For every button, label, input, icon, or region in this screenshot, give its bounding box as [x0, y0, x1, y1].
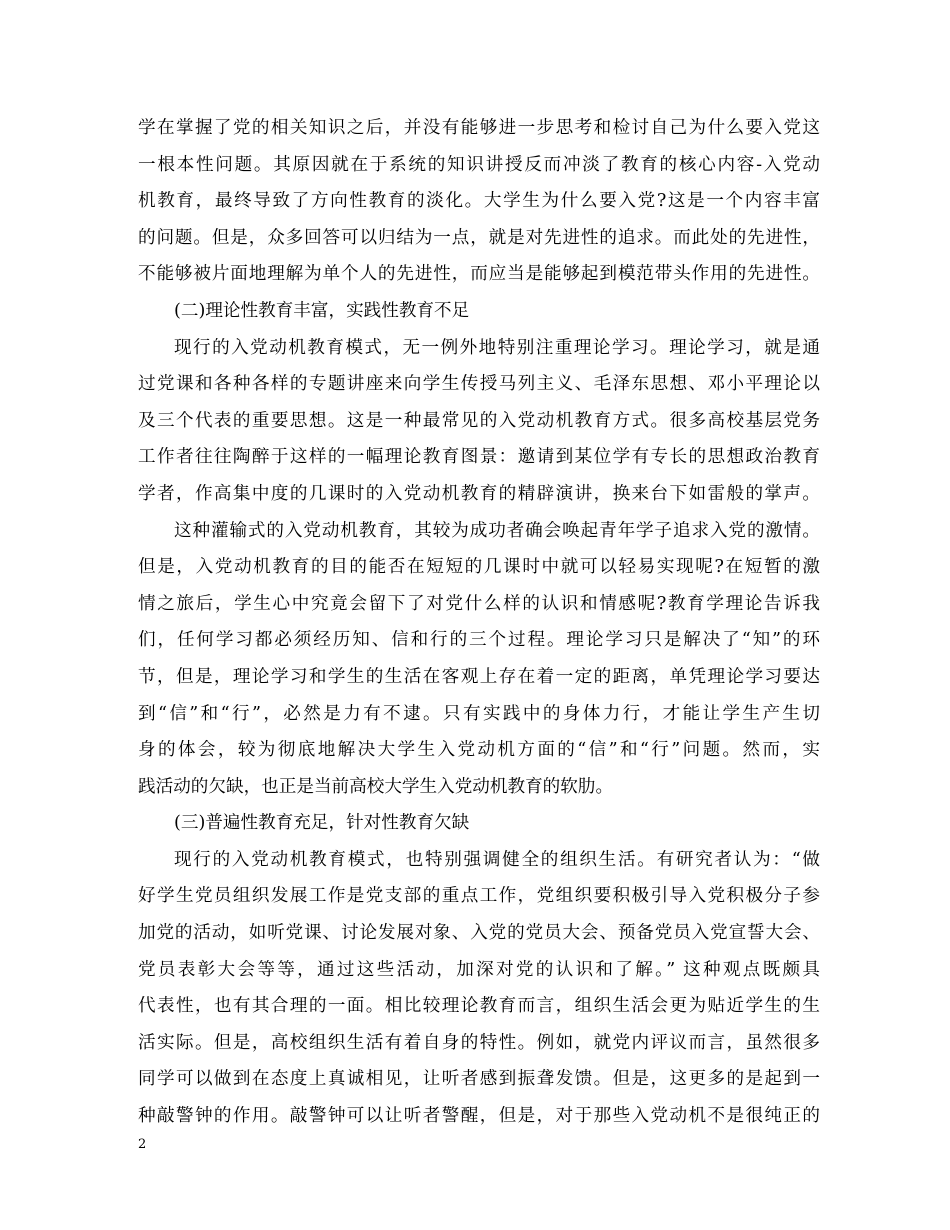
page-number: 2 — [138, 1137, 147, 1152]
text-line: 情之旅后，学生心中究竟会留下了对党什么样的认识和情感呢?教育学理论告诉我 — [138, 593, 820, 614]
text-line: 但是，入党动机教育的目的能否在短短的几课时中就可以轻易实现呢?在短暂的激 — [138, 557, 820, 578]
text-line: 活实际。但是，高校组织生活有着自身的特性。例如，就党内评议而言，虽然很多 — [138, 1032, 820, 1053]
text-line: 代表性，也有其合理的一面。相比较理论教育而言，组织生活会更为贴近学生的生 — [138, 996, 820, 1017]
text-line: 不能够被片面地理解为单个人的先进性，而应当是能够起到模范带头作用的先进性。 — [138, 264, 820, 285]
text-line: (三)普遍性教育充足，针对性教育欠缺 — [174, 813, 470, 834]
text-line: 现行的入党动机教育模式，无一例外地特别注重理论学习。理论学习，就是通 — [174, 337, 820, 358]
text-line: 的问题。但是，众多回答可以归结为一点，就是对先进性的追求。而此处的先进性， — [138, 227, 820, 248]
text-line: 践活动的欠缺，也正是当前高校大学生入党动机教育的软肋。 — [138, 776, 614, 797]
text-line: 工作者往往陶醉于这样的一幅理论教育图景：邀请到某位学有专长的思想政治教育 — [138, 447, 820, 468]
text-line: 党员表彰大会等等，通过这些活动，加深对党的认识和了解。” 这种观点既颇具 — [138, 959, 820, 980]
text-line: 种敲警钟的作用。敲警钟可以让听者警醒，但是，对于那些入党动机不是很纯正的 — [138, 1106, 820, 1127]
text-line: 过党课和各种各样的专题讲座来向学生传授马列主义、毛泽东思想、邓小平理论以 — [138, 374, 820, 395]
text-line: 同学可以做到在态度上真诚相见，让听者感到振聋发馈。但是，这更多的是起到一 — [138, 1069, 820, 1090]
text-line: 及三个代表的重要思想。这是一种最常见的入党动机教育方式。很多高校基层党务 — [138, 410, 820, 431]
text-line: 到“信”和“行”，必然是力有不逮。只有实践中的身体力行，才能让学生产生切 — [138, 703, 820, 724]
text-line: 这种灌输式的入党动机教育，其较为成功者确会唤起青年学子追求入党的激情。 — [174, 520, 820, 541]
text-line: 机教育，最终导致了方向性教育的淡化。大学生为什么要入党?这是一个内容丰富 — [138, 191, 820, 212]
text-line: 们，任何学习都必须经历知、信和行的三个过程。理论学习只是解决了“知”的环 — [138, 630, 820, 651]
text-line: 一根本性问题。其原因就在于系统的知识讲授反而冲淡了教育的核心内容-入党动 — [138, 154, 820, 175]
text-line: 加党的活动，如听党课、讨论发展对象、入党的党员大会、预备党员入党宣誓大会、 — [138, 923, 820, 944]
text-line: 节，但是，理论学习和学生的生活在客观上存在着一定的距离，单凭理论学习要达 — [138, 666, 820, 687]
text-line: 身的体会，较为彻底地解决大学生入党动机方面的“信”和“行”问题。然而，实 — [138, 740, 820, 761]
text-line: 学在掌握了党的相关知识之后，并没有能够进一步思考和检讨自己为什么要入党这 — [138, 118, 820, 138]
text-line: 好学生党员组织发展工作是党支部的重点工作，党组织要积极引导入党积极分子参 — [138, 886, 820, 907]
document-body — [138, 110, 820, 1135]
text-line: 现行的入党动机教育模式，也特别强调健全的组织生活。有研究者认为：“做 — [174, 849, 820, 870]
text-line: (二)理论性教育丰富，实践性教育不足 — [174, 300, 470, 321]
text-line: 学者，作高集中度的几课时的入党动机教育的精辟演讲，换来台下如雷般的掌声。 — [138, 483, 820, 504]
